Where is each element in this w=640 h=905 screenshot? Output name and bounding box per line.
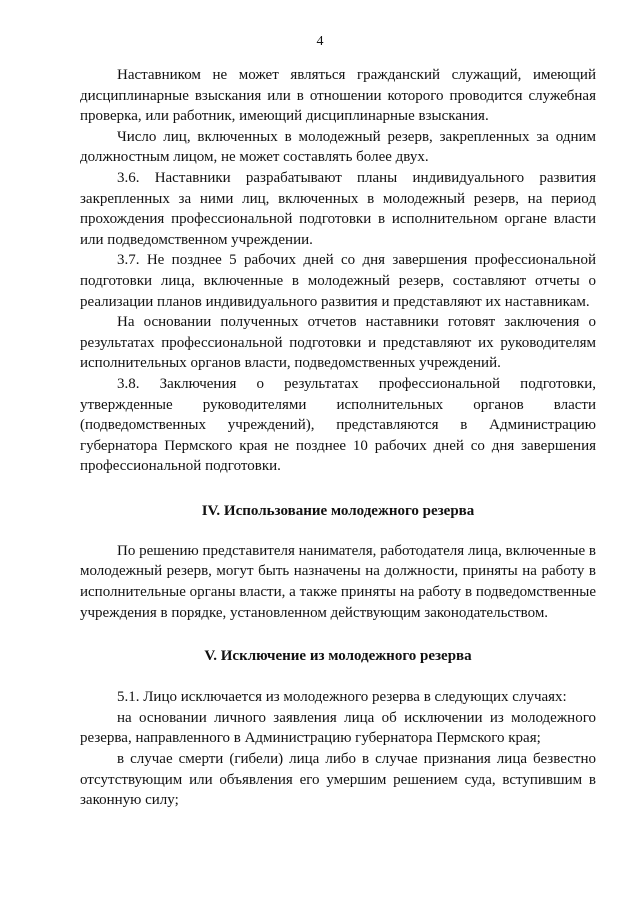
page-number: 4 — [316, 34, 324, 49]
paragraph-3-7: 3.7. Не позднее 5 рабочих дней со дня завершения профессиональной подготовки лица, включенные в молодежный резерв, составляют отчеты о реализации планов индивидуального развития и представляют их наставникам. — [80, 252, 596, 310]
paragraph-section-iv: По решению представителя нанимателя, работодателя лица, включенные в молодежный резерв, могут быть назначены на должности, приняты на работу в исполнительные органы власти, а также приняты на работу в подведомственные учреждения в порядке, установленном действующим законодательством. — [80, 542, 596, 621]
paragraph-mentor-restriction: Наставником не может являться гражданский служащий, имеющий дисциплинарные взыскания или в отношении которого проводится служебная проверка, или работник, имеющий дисциплинарные взыскания. — [80, 67, 596, 125]
section-heading-iv: IV. Использование молодежного резерва — [201, 502, 475, 519]
list-item-death-or-missing: в случае смерти (гибели) лица либо в случае признания лица безвестно отсутствующим или объявления его умершим решением суда, вступившим в законную силу; — [80, 751, 596, 809]
paragraph-3-8: 3.8. Заключения о результатах профессиональной подготовки, утвержденные руководителями исполнительных органов власти (подведомственных учреждений), представляются в Администрацию губернатора Пермского края не позднее 10 рабочих дней со дня завершения профессиональной подготовки. — [80, 375, 596, 475]
section-heading-v: V. Исключение из молодежного резерва — [204, 648, 472, 665]
paragraph-3-6: 3.6. Наставники разрабатывают планы индивидуального развития закрепленных за ними лиц, включенных в молодежный резерв, на период прохождения профессиональной подготовки в исполнительном органе власти или подведомственном учреждении. — [80, 169, 596, 248]
paragraph-mentor-conclusions: На основании полученных отчетов наставники готовят заключения о результатах профессиональной подготовки и представляют их руководителям исполнительных органов власти, подведомственных учреждений. — [80, 314, 596, 372]
list-item-personal-request: на основании личного заявления лица об исключении из молодежного резерва, направленного в Администрацию губернатора Пермского края; — [80, 709, 596, 747]
document-body — [80, 65, 596, 811]
paragraph-5-1: 5.1. Лицо исключается из молодежного резерва в следующих случаях: — [117, 689, 567, 706]
paragraph-mentee-limit: Число лиц, включенных в молодежный резерв, закрепленных за одним должностным лицом, не может составлять более двух. — [80, 128, 596, 166]
